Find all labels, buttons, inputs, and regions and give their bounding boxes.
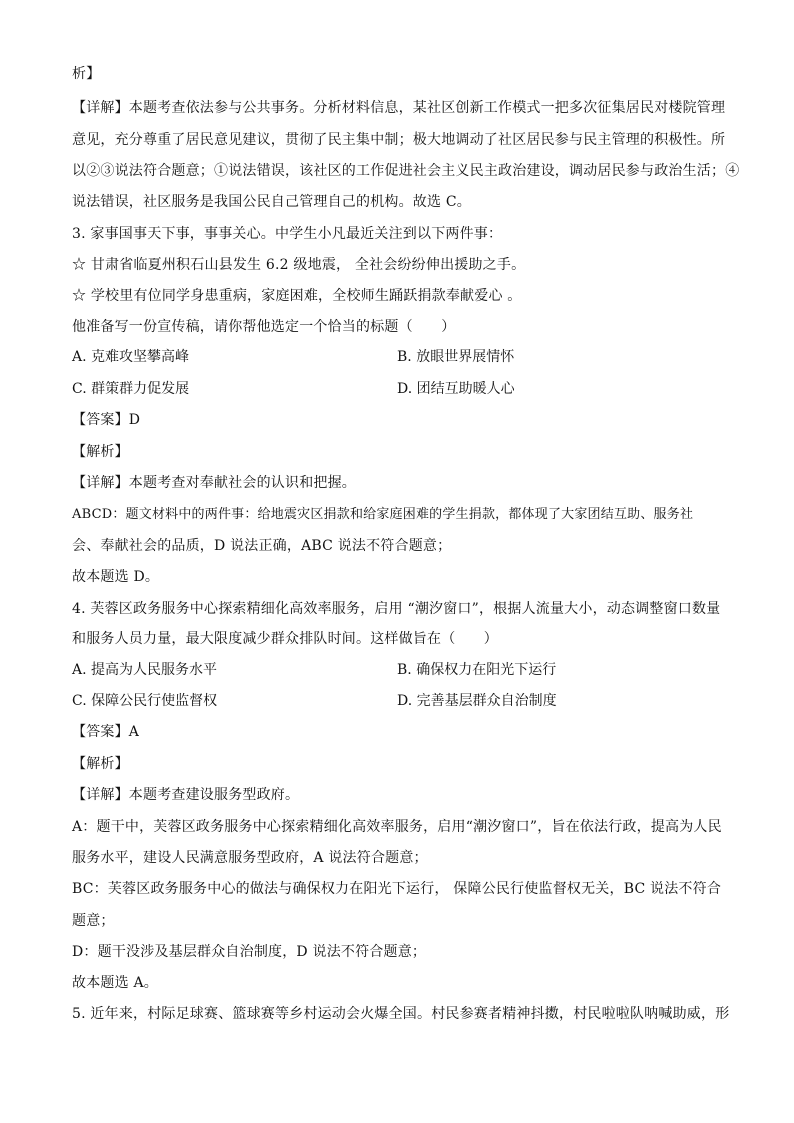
q4-explanation-line-1: 【详解】本题考查建设服务型政府。	[72, 787, 300, 803]
q2-explanation-line-4: 说法错误，社区服务是我国公民自己管理自己的机构。故选 C。	[72, 194, 471, 210]
q3-event-1: ☆ 甘肃省临夏州积石山县发生 6.2 级地震， 全社会纷纷伸出援助之手。	[72, 257, 526, 273]
q2-explanation-line-2: 意见，充分尊重了居民意见建议，贯彻了民主集中制；极大地调动了社区居民参与民主管理的积极性。所	[72, 132, 726, 148]
q3-explanation-line-1: 【详解】本题考查对奉献社会的认识和把握。	[72, 475, 356, 491]
q4-analysis-heading: 【解析】	[72, 756, 129, 772]
q3-stem: 3. 家事国事天下事，事事关心。中学生小凡最近关注到以下两件事：	[72, 226, 503, 242]
q4-explanation-line-6: D：题干没涉及基层群众自治制度，D 说法不符合题意；	[72, 944, 427, 960]
q3-answer: 【答案】D	[72, 412, 141, 428]
q2-explanation-line-1: 【详解】本题考查依法参与公共事务。分析材料信息，某社区创新工作模式一把多次征集居民对楼院管理	[72, 100, 726, 116]
q2-explanation-line-3: 以②③说法符合题意；①说法错误，该社区的工作促进社会主义民主政治建设，调动居民参与政治生活；④	[72, 163, 740, 179]
q3-analysis-heading: 【解析】	[72, 444, 129, 460]
q4-explanation-line-2: A：题干中，芙蓉区政务服务中心探索精细化高效率服务，启用“潮汐窗口”，旨在依法行政，提高为人民	[72, 819, 722, 835]
q3-event-2: ☆ 学校里有位同学身患重病，家庭困难，全校师生踊跃捐款奉献爱心 。	[72, 288, 522, 304]
q4-option-d: D. 完善基层群众自治制度	[397, 693, 557, 709]
q3-prompt: 他准备写一份宣传稿，请你帮他选定一个恰当的标题（ ）	[72, 319, 456, 335]
q4-stem-line-1: 4. 芙蓉区政务服务中心探索精细化高效率服务，启用 “潮汐窗口”，根据人流量大小，动态调整窗口数量	[72, 601, 721, 617]
q3-option-d: D. 团结互助暖人心	[397, 381, 515, 397]
q3-conclusion: 故本题选 D。	[72, 569, 160, 585]
q3-explanation-line-2: ABCD：题文材料中的两件事：给地震灾区捐款和给家庭困难的学生捐款，都体现了大家团结互助、服务社	[72, 507, 694, 522]
q4-stem-line-2: 和服务人员力量，最大限度减少群众排队时间。这样做旨在（ ）	[72, 631, 498, 647]
q3-explanation-line-3: 会、奉献社会的品质，D 说法正确，ABC 说法不符合题意；	[72, 538, 452, 554]
q3-option-b: B. 放眼世界展情怀	[397, 349, 515, 365]
q4-explanation-line-3: 服务水平，建设人民满意服务型政府，A 说法符合题意；	[72, 850, 428, 866]
q4-answer: 【答案】A	[72, 724, 140, 740]
q4-conclusion: 故本题选 A。	[72, 975, 158, 991]
q5-stem-line-1: 5. 近年来，村际足球赛、篮球赛等乡村运动会火爆全国。村民参赛者精神抖擞，村民啦啦队呐喊助威，形	[72, 1006, 730, 1022]
q4-option-a: A. 提高为人民服务水平	[72, 662, 218, 678]
q4-explanation-line-5: 题意；	[72, 913, 115, 929]
q3-option-a: A. 克难攻坚攀高峰	[72, 349, 190, 365]
continuation-fragment: 析】	[72, 66, 101, 82]
q3-option-c: C. 群策群力促发展	[72, 381, 190, 397]
q4-explanation-line-4: BC：芙蓉区政务服务中心的做法与确保权力在阳光下运行， 保障公民行使监督权无关，BC 说法不符合	[72, 881, 722, 897]
q4-option-b: B. 确保权力在阳光下运行	[397, 662, 557, 678]
q4-option-c: C. 保障公民行使监督权	[72, 693, 218, 709]
